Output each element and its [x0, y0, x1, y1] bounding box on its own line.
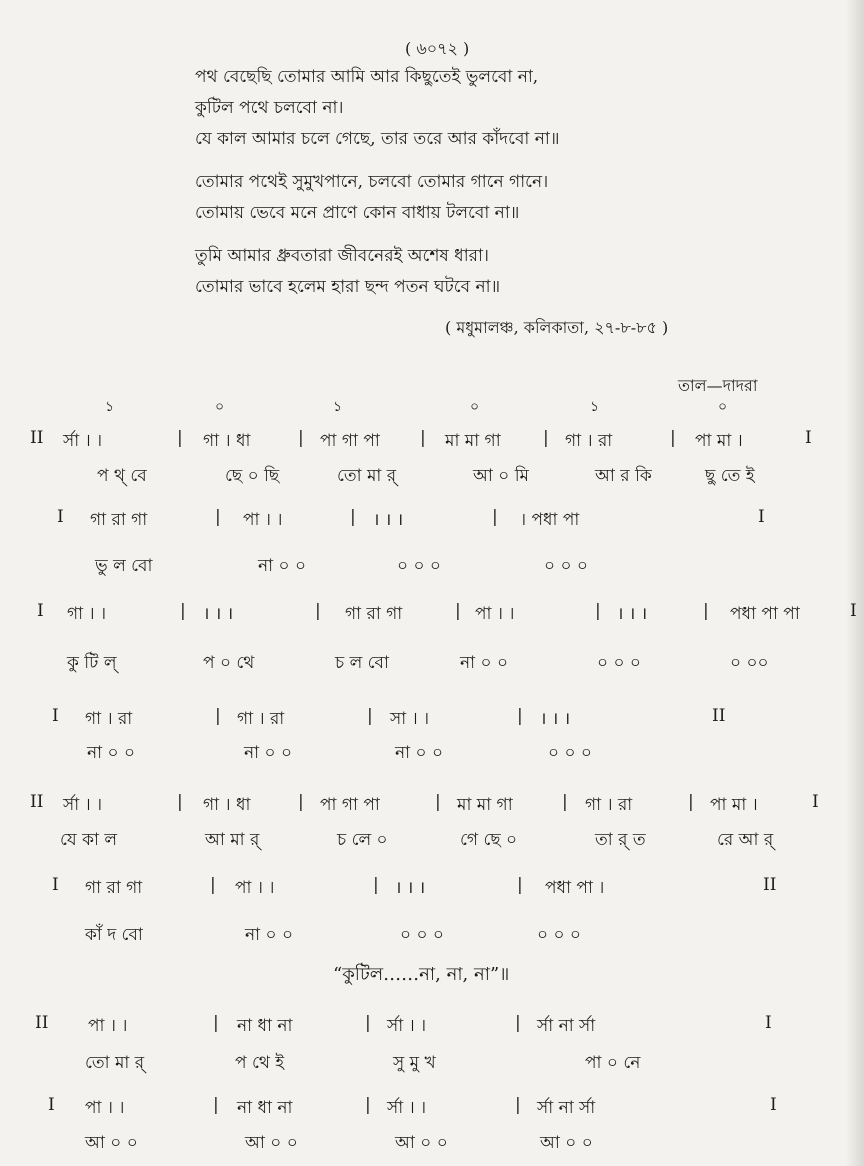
notation-cell: পা মা ।	[710, 795, 758, 815]
notation-cell: |	[213, 1095, 219, 1115]
notation-cell: গা । ।	[67, 604, 107, 624]
notation-cell: |	[315, 601, 321, 621]
lyric-line: যে কাল আমার চলে গেছে, তার তরে আর কাঁদবো না॥	[195, 129, 560, 149]
notation-cell: র্সা । ।	[387, 1016, 427, 1036]
notation-cell: গা রা গা	[345, 604, 403, 624]
notation-cell: পা । ।	[85, 1098, 125, 1118]
beat-marker: ১	[590, 399, 600, 415]
notation-cell: না ০ ০	[460, 653, 508, 673]
notation-cell: ভু ল বো	[95, 556, 153, 576]
notation-cell: চ লে ০	[337, 830, 388, 850]
notation-cell: তো মা র্	[337, 466, 397, 486]
notation-cell: |	[210, 875, 216, 895]
notation-cell: না ০ ০	[395, 743, 443, 763]
notation-cell: মা মা গা	[445, 431, 501, 451]
notation-cell: |	[350, 507, 356, 527]
lyric-line: তোমার ভাবে হলেম হারা ছন্দ পতন ঘটবে না॥	[195, 277, 501, 297]
notation-cell: আ র কি	[595, 466, 652, 486]
notation-cell: আ ০ ০	[395, 1133, 448, 1153]
notation-cell: না ধা না	[237, 1098, 293, 1118]
notation-cell: |	[298, 428, 304, 448]
lyric-line: তোমায় ভেবে মনে প্রাণে কোন বাধায় টলবো না॥	[195, 203, 520, 223]
notation-cell: II	[763, 875, 777, 895]
notation-cell: র্সা না র্সা	[537, 1016, 596, 1036]
notation-cell: না ০ ০	[244, 743, 292, 763]
notation-cell: পা । ।	[243, 510, 283, 530]
notation-cell: |	[177, 792, 183, 812]
notation-cell: পা । ।	[475, 604, 515, 624]
notation-cell: না ধা না	[237, 1016, 293, 1036]
notation-cell: পধা পা পা	[730, 604, 800, 624]
notation-cell: I	[770, 1095, 777, 1115]
notation-cell: I	[52, 706, 59, 726]
notation-cell: । । ।	[373, 510, 404, 530]
notation-cell: প থ্ বে	[97, 466, 147, 486]
notation-cell: |	[703, 601, 709, 621]
notation-cell: II	[712, 706, 726, 726]
notation-cell: ০ ০ ০	[544, 556, 588, 576]
notation-cell: II	[30, 792, 44, 812]
notation-cell: |	[515, 1095, 521, 1115]
notation-cell: |	[180, 601, 186, 621]
lyric-line: পথ বেছেছি তোমার আমি আর কিছুতেই ভুলবো না,	[195, 67, 539, 87]
notation-cell: |	[298, 792, 304, 812]
notation-cell: |	[215, 706, 221, 726]
notation-cell: গা । ধা	[203, 795, 251, 815]
notation-cell: গা । রা	[585, 795, 633, 815]
notation-cell: তো মা র্	[85, 1053, 145, 1073]
beat-marker: ০	[215, 399, 225, 415]
source-citation: ( মধুমালঞ্চ, কলিকাতা, ২৭-৮-৮৫ )	[445, 318, 669, 337]
notation-cell: আ মা র্	[205, 830, 260, 850]
notation-cell: |	[515, 1013, 521, 1033]
beat-marker: ১	[333, 399, 343, 415]
notation-cell: কাঁ দ বো	[85, 925, 143, 945]
notation-cell: I	[57, 507, 64, 527]
notation-cell: না ০ ০	[87, 743, 135, 763]
notation-cell: |	[517, 706, 523, 726]
notation-cell: |	[543, 428, 549, 448]
notation-cell: গে ছে ০	[460, 830, 518, 850]
notation-cell: ছু তে ই	[705, 466, 755, 486]
notation-cell: প ০ থে	[203, 653, 255, 673]
notation-cell: ০ ০ ০	[397, 556, 441, 576]
notation-cell: । । ।	[395, 878, 426, 898]
notation-cell: |	[688, 792, 694, 812]
notation-cell: গা । ধা	[203, 431, 251, 451]
notation-cell: সু মু খ	[393, 1053, 436, 1073]
lyric-line: তুমি আমার ধ্রুবতারা জীবনেরই অশেষ ধারা।	[195, 246, 490, 266]
notation-cell: I	[850, 601, 857, 621]
notation-cell: |	[435, 792, 441, 812]
notation-cell: |	[213, 1013, 219, 1033]
notation-cell: র্সা । ।	[387, 1098, 427, 1118]
notation-cell: II	[30, 428, 44, 448]
notation-cell: পা । ।	[235, 878, 275, 898]
notation-cell: |	[420, 428, 426, 448]
notation-cell: |	[455, 601, 461, 621]
notation-cell: র্সা না র্সা	[537, 1098, 596, 1118]
notation-cell: তা র্ ত	[595, 830, 646, 850]
notation-cell: না ০ ০	[258, 556, 306, 576]
notation-cell: |	[492, 507, 498, 527]
beat-marker: ১	[105, 399, 115, 415]
notation-cell: গা । রা	[565, 431, 613, 451]
notation-cell: আ ০ ০	[245, 1133, 298, 1153]
notation-cell: কু টি ল্	[67, 653, 117, 673]
notation-cell: । । ।	[203, 604, 234, 624]
lyric-line: কুটিল পথে চলবো না।	[195, 98, 344, 118]
notation-cell: গা রা গা	[85, 878, 143, 898]
page-spine-shadow	[846, 0, 864, 1166]
notation-cell: |	[215, 507, 221, 527]
notation-cell: I	[812, 792, 819, 812]
beat-marker: ০	[470, 399, 480, 415]
notation-cell: ০ ০ ০	[597, 653, 641, 673]
notation-cell: ০ ০০	[730, 653, 769, 673]
notation-cell: |	[365, 1013, 371, 1033]
notation-cell: |	[517, 875, 523, 895]
beat-marker: ০	[718, 399, 728, 415]
notation-cell: I	[805, 428, 812, 448]
notation-cell: I	[37, 601, 44, 621]
lyric-line: তোমার পথেই সুমুখপানে, চলবো তোমার গানে গানে।	[195, 172, 549, 192]
notation-cell: ছে ০ ছি	[225, 466, 280, 486]
section-heading: “কুটিল……না, না, না”॥	[333, 964, 510, 985]
notation-cell: আ ০ ০	[85, 1133, 138, 1153]
notation-cell: |	[562, 792, 568, 812]
notation-cell: |	[670, 428, 676, 448]
notation-cell: পা মা ।	[695, 431, 743, 451]
notation-cell: I	[765, 1013, 772, 1033]
notation-cell: |	[177, 428, 183, 448]
notation-cell: পধা পা ।	[545, 878, 605, 898]
notation-cell: মা মা গা	[457, 795, 513, 815]
notation-cell: । । ।	[617, 604, 648, 624]
notation-cell: গা রা গা	[90, 510, 148, 530]
notation-cell: চ ল বো	[335, 653, 389, 673]
taal-label: তাল—দাদরা	[678, 376, 758, 395]
notation-cell: |	[365, 1095, 371, 1115]
notation-cell: II	[35, 1013, 49, 1033]
notation-cell: I	[48, 1095, 55, 1115]
notation-cell: সা । ।	[390, 709, 430, 729]
notation-cell: প থে ই	[235, 1053, 285, 1073]
notation-cell: পা ০ নে	[585, 1053, 641, 1073]
song-lyrics	[195, 62, 815, 303]
notation-cell: । । ।	[540, 709, 571, 729]
notation-cell: পা গা পা	[320, 431, 380, 451]
notation-cell: ০ ০ ০	[537, 925, 581, 945]
notation-cell: গা । রা	[237, 709, 285, 729]
notation-cell: ০ ০ ০	[400, 925, 444, 945]
notation-cell: রে আ র্	[717, 830, 774, 850]
notation-cell: |	[367, 706, 373, 726]
notation-cell: র্সা । ।	[63, 431, 103, 451]
notation-cell: |	[373, 875, 379, 895]
notation-cell: র্সা । ।	[63, 795, 103, 815]
notation-cell: যে কা ল	[60, 830, 117, 850]
notation-cell: পা । ।	[88, 1016, 128, 1036]
notation-cell: আ ০ মি	[473, 466, 529, 486]
notation-cell: না ০ ০	[245, 925, 293, 945]
page-number: ( ৬০৭২ )	[405, 39, 470, 58]
notation-cell: I	[52, 875, 59, 895]
notation-cell: আ ০ ০	[540, 1133, 593, 1153]
notation-cell: I	[758, 507, 765, 527]
notation-cell: ০ ০ ০	[548, 743, 592, 763]
notation-cell: । পধা পা	[520, 510, 580, 530]
notation-cell: গা । রা	[85, 709, 133, 729]
notation-cell: |	[595, 601, 601, 621]
notation-cell: পা গা পা	[320, 795, 380, 815]
